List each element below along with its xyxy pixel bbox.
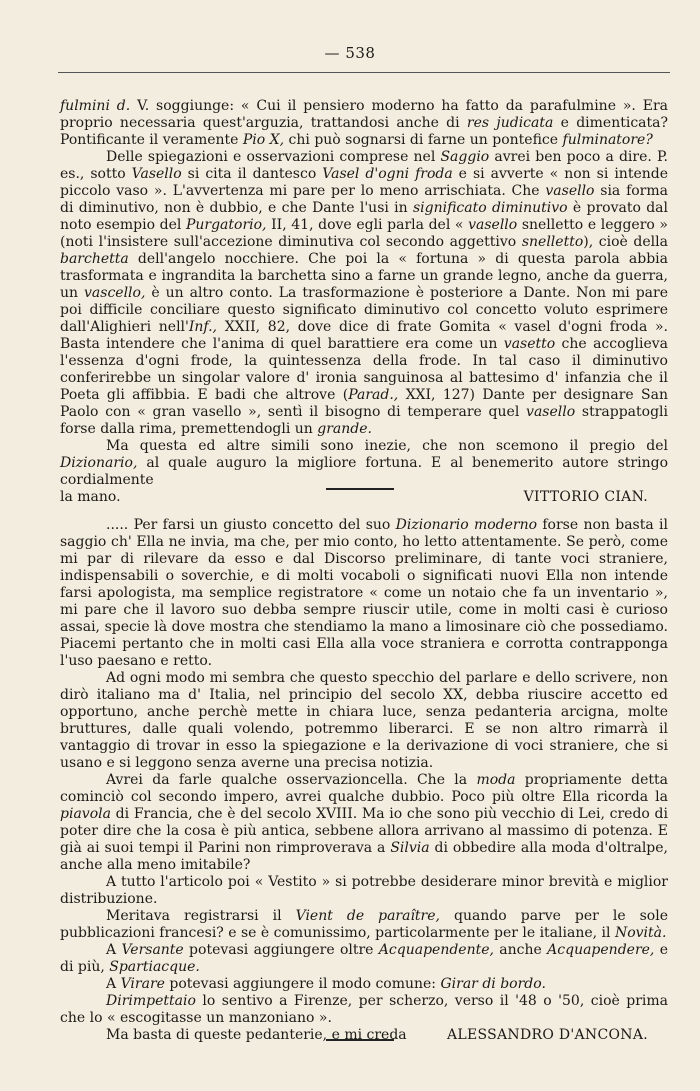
signature-line (60, 1027, 668, 1044)
text-run: quando parve per le sole pubblicazioni francesi? e se è comunissimo, particolarmente per le italiane, il (60, 908, 668, 941)
italic-text: Dizionario, (60, 455, 138, 471)
italic-text: Novità. (614, 925, 667, 941)
text-run: A (106, 976, 121, 992)
paragraph (60, 976, 668, 993)
italic-text: moda (476, 772, 516, 788)
italic-text: snelletto (521, 234, 584, 250)
signature-dancona: ALESSANDRO D'ANCONA. (446, 1027, 648, 1043)
text-run: dell'angelo nocchiere. Che poi la « fortuna » di questa parola abbia trasformata e ingrandita la barchetta sino a farne un grande legno, anche da guerra, un (60, 251, 668, 301)
italic-text: vasello (468, 217, 518, 233)
italic-text: Purgatorio, (185, 217, 267, 233)
italic-text: Silvia (390, 840, 430, 856)
italic-text: Vient de paraître, (295, 908, 440, 924)
paragraph (60, 993, 668, 1027)
italic-text: Inf., (188, 319, 218, 335)
italic-text: vascello, (84, 285, 146, 301)
text-run: è provato dal noto esempio del (60, 200, 668, 233)
text-run: Ma questa ed altre simili sono inezie, che non scemono il pregio del (106, 438, 668, 454)
italic-text: vasello (526, 404, 576, 420)
text-run: A (106, 942, 122, 958)
text-run: strappatogli forse dalla rima, premettendogli un (60, 404, 668, 437)
text-run: potevasi aggiungere oltre (183, 942, 379, 958)
paragraph (60, 98, 668, 149)
text-run: XXII, 82, dove dice di frate Gomita « vasel d'ogni froda ». Basta intendere che l'anima di quel barattiere era come un (60, 319, 668, 352)
signature-cian: VITTORIO CIAN. (523, 489, 648, 505)
italic-text: Dizionario moderno (395, 517, 538, 533)
text-run: II, 41, dove egli parla del « (266, 217, 469, 233)
italic-text: Virare (120, 976, 165, 992)
text-run: e di più, (60, 942, 668, 975)
page-number: — 538 (324, 44, 376, 62)
paragraph (60, 908, 668, 942)
text-run: snelletto e leggero » (noti l'insistere sull'accezione diminutiva col secondo aggettivo (60, 217, 669, 250)
text-run: avrei ben poco a dire. P. es., sotto (60, 149, 668, 182)
text-run: forse non basta il saggio ch' Ella ne invia, ma che, per mio conto, ho letto attentamente. Se però, come mi par di rilevare da esso e dal Discorso preliminare, di tante voci straniere, indispensabili o soverchie, e di molti vocaboli o significati nuovi Ella non intende farsi apologista, ma semplice registratore « come un notaio che fa un inventario », mi pare che il lavoro suo debba sempre riuscir utile, come in molti casi è curioso assai, specie là dove mostra che stendiamo la mano a limosinare ciò che possediamo. Piacemi pertanto che in molti casi Ella alla voce straniera e corrotta contrapponga l'uso paesano e retto. (60, 517, 668, 669)
text-run: di Francia, che è del secolo XVIII. Ma io che sono più vecchio di Lei, credo di poter dire che la cosa è più antica, sebbene allora arrivano al massimo di potenza. E già ai suoi tempi il Parini non rimproverava a (60, 806, 668, 856)
text-run: e dimenticata? Pontificante il veramente (60, 115, 668, 148)
letter-cian (60, 98, 668, 506)
text-run: che accoglieva l'essenza d'ogni frode, la quintessenza della frode. In tal caso il diminutivo conferirebbe un singolar valore d' ironia sanguinosa al battesimo d' infanzia che il Poeta gli affibbia. E badi che altrove ( (60, 336, 668, 403)
italic-text: Versante (121, 942, 184, 958)
header-rule (58, 72, 670, 73)
section-separator (326, 1039, 394, 1041)
italic-text: vasetto (503, 336, 556, 352)
text-run: si cita il dantesco (181, 166, 323, 182)
italic-text: Girar di bordo. (440, 976, 546, 992)
paragraph (60, 942, 668, 976)
italic-text: significato diminutivo (412, 200, 568, 216)
closing-text: Ma basta di queste pedanterie, e mi creda (106, 1027, 407, 1043)
italic-text: Acquapendente, (378, 942, 494, 958)
text-run: ), cioè della (583, 234, 668, 250)
italic-text: fulmini d. (60, 98, 131, 114)
italic-text: vasello (545, 183, 595, 199)
italic-text: grande. (317, 421, 372, 437)
italic-text: piavola (60, 806, 111, 822)
text-run: è un altro conto. La trasformazione è posteriore a Dante. Non mi pare poi difficile conciliare questo significato diminutivo col concetto voluto esprimere dall'Alighieri nell' (60, 285, 668, 335)
text-run: lo sentivo a Firenze, per scherzo, verso il '48 o '50, cioè prima che lo « escogitasse un manzoniano ». (60, 993, 668, 1026)
paragraph (60, 149, 668, 438)
italic-text: Pio X, (242, 132, 285, 148)
text-run: sia forma di diminutivo, non è dubbio, e che Dante l'usi in (60, 183, 668, 216)
text-run: Delle spiegazioni e osservazioni comprese nel (106, 149, 441, 165)
paragraph (60, 517, 668, 670)
italic-text: barchetta (60, 251, 129, 267)
text-run: Ad ogni modo mi sembra che questo specchio del parlare e dello scrivere, non dirò italiano ma d' Italia, nel principio del secolo XX, debba riuscire accetto ed opportuno, anche perchè mette in chiara luce, senza pedanteria arcigna, molte bruttures, dalle quali volendo, potremmo liberarci. E se non altro rimarrà il vantaggio di trovar in esso la spiegazione e la derivazione di voci straniere, che si usano e si leggono senza averne una precisa notizia. (60, 670, 668, 771)
letter-dancona (60, 517, 668, 1044)
text-run: A tutto l'articolo poi « Vestito » si potrebbe desiderare minor brevità e miglior distribuzione. (60, 874, 668, 907)
paragraph (60, 670, 668, 772)
italic-text: Vasel d'ogni froda (322, 166, 453, 182)
text-run: XXI, 127) Dante per designare San Paolo con « gran vasello », sentì il bisogno di temperare quel (60, 387, 669, 420)
text-run: chi può sognarsi di farne un pontefice (284, 132, 563, 148)
italic-text: Dirimpettaio (106, 993, 196, 1009)
text-run: potevasi aggiungere il modo comune: (164, 976, 441, 992)
text-run: propriamente detta cominciò col secondo impero, avrei qualche dubbio. Poco più oltre Ella ricorda la (60, 772, 669, 805)
text-run: Meritava registrarsi il (106, 908, 296, 924)
paragraph (60, 438, 668, 489)
paragraph (60, 772, 668, 874)
italic-text: Vasello (131, 166, 182, 182)
text-run: Avrei da farle qualche osservazioncella. Che la (106, 772, 477, 788)
italic-text: Spartiacque. (109, 959, 200, 975)
italic-text: Parad., (348, 387, 399, 403)
section-separator (326, 488, 394, 490)
text-run: anche (493, 942, 548, 958)
italic-text: Acquapendere, (547, 942, 655, 958)
italic-text: fulminatore? (562, 132, 653, 148)
signature-line (60, 489, 668, 506)
italic-text: res judicata (466, 115, 554, 131)
paragraph (60, 874, 668, 908)
text-run: di obbedire alla moda d'oltralpe, anche alla meno imitabile? (60, 840, 668, 873)
italic-text: Saggio (440, 149, 490, 165)
text-run: V. soggiunge: « Cui il pensiero moderno ha fatto da parafulmine ». Era proprio necessaria quest'arguzia, trattandosi anche di (60, 98, 668, 131)
text-run: e si avverte « non si intende piccolo vaso ». L'avvertenza mi pare per lo meno arrischiata. Che (60, 166, 668, 199)
text-run: al quale auguro la migliore fortuna. E al benemerito autore stringo cordialmente (60, 455, 668, 488)
text-run: ..... Per farsi un giusto concetto del suo (106, 517, 396, 533)
closing-text: la mano. (60, 489, 121, 505)
